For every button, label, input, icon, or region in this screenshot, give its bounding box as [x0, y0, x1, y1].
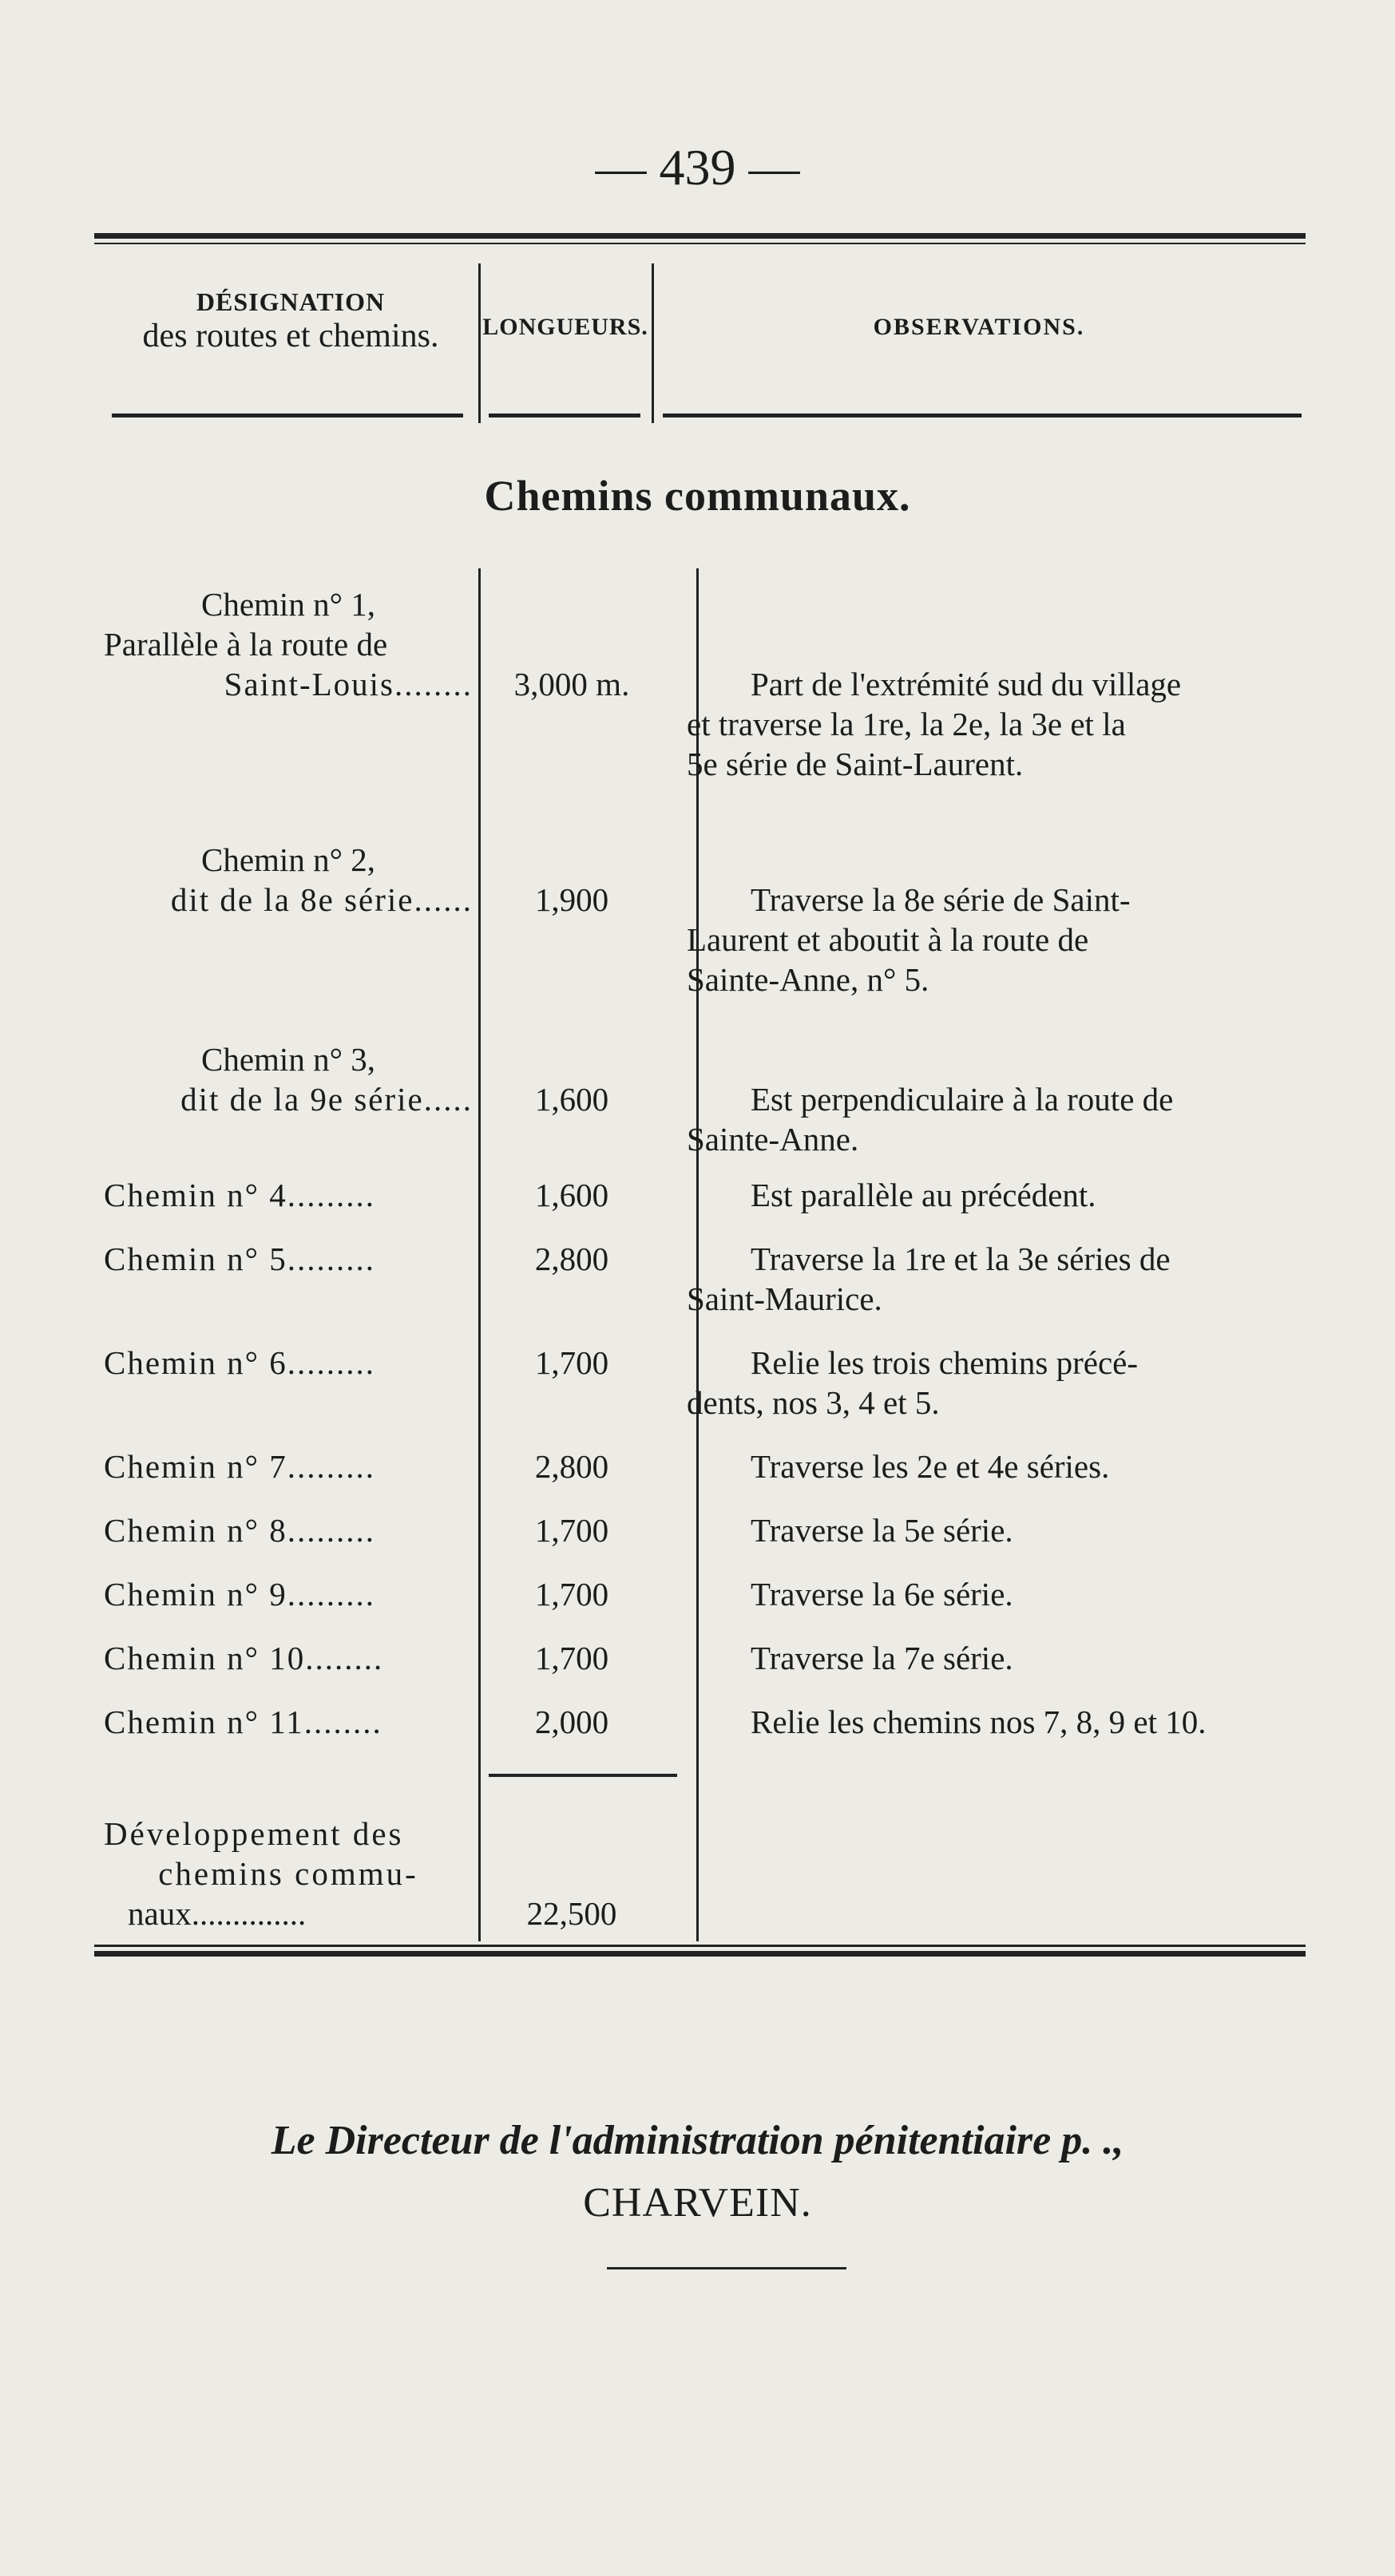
body-divider-1 [478, 568, 481, 1941]
row-length: 2,000 [534, 1703, 609, 1740]
header-underline-1 [112, 414, 463, 417]
signature-name: CHARVEIN. [583, 2180, 812, 2226]
row-observation-line: Est perpendiculaire à la route de [751, 1081, 1174, 1118]
table-row: Chemin n° 11........ [104, 1703, 382, 1740]
header-underline-2 [489, 414, 640, 417]
row-observation-line: Sainte-Anne, n° 5. [687, 961, 929, 998]
row-length: 2,800 [534, 1448, 609, 1485]
row-observation [687, 1079, 1302, 1159]
total-designation: naux.............. [128, 1895, 307, 1932]
row-length: 1,900 [534, 881, 609, 918]
table-row: Chemin n° 8......... [104, 1512, 375, 1549]
bottom-rule [94, 1945, 1306, 1947]
row-observation-line: Traverse la 6e série. [751, 1576, 1013, 1612]
table-row: Chemin n° 5......... [104, 1241, 375, 1277]
row-observation-line: Sainte-Anne. [687, 1121, 859, 1157]
row-observation [687, 1175, 1302, 1215]
table-row: Chemin n° 7......... [104, 1448, 375, 1485]
section-title: Chemins communaux. [484, 472, 911, 520]
header-designation [104, 287, 478, 355]
row-designation: Chemin n° 3, [201, 1041, 375, 1078]
table-row: Chemin n° 6......... [104, 1344, 375, 1381]
row-observation-line: Est parallèle au précédent. [751, 1177, 1096, 1213]
table-row [104, 1039, 473, 1119]
row-length: 1,700 [534, 1512, 609, 1549]
row-observation [687, 880, 1302, 999]
row-observation [687, 1239, 1302, 1319]
row-observation-line: Relie les trois chemins précé- [751, 1344, 1138, 1381]
table-row: Chemin n° 10........ [104, 1640, 384, 1676]
row-designation: dit de la 8e série...... [170, 881, 473, 918]
row-designation: Parallèle à la route de [104, 626, 388, 663]
total-designation: Développement des [104, 1815, 404, 1852]
row-length: 1,700 [534, 1640, 609, 1676]
page-number: — 439 — [595, 139, 800, 196]
row-designation: Chemin n° 1, [201, 586, 375, 623]
header-underline-3 [663, 414, 1302, 417]
row-observation-line: 5e série de Saint-Laurent. [687, 746, 1024, 782]
header-longueurs: LONGUEURS. [482, 314, 648, 340]
signature-title: Le Directeur de l'administration pénitentiaire p. ., [271, 2118, 1124, 2163]
total-designation: chemins commu- [158, 1855, 418, 1892]
row-length: 2,800 [534, 1241, 609, 1277]
row-observation-line: Relie les chemins nos 7, 8, 9 et 10. [751, 1703, 1207, 1740]
row-observation-line: Traverse la 8e série de Saint- [751, 881, 1131, 918]
row-observation-line: Part de l'extrémité sud du village [751, 666, 1182, 702]
row-observation [687, 1638, 1302, 1678]
row-observation [687, 1510, 1302, 1550]
row-length: 3,000 m. [513, 666, 630, 702]
row-observation-line: et traverse la 1re, la 2e, la 3e et la [687, 706, 1126, 742]
top-rule [94, 233, 1306, 239]
row-observation-line: Laurent et aboutit à la route de [687, 921, 1089, 958]
table-row [104, 584, 473, 704]
closing-rule [607, 2267, 846, 2269]
row-length: 1,600 [534, 1177, 609, 1213]
sum-rule [489, 1774, 677, 1777]
header-designation-line1: DÉSIGNATION [196, 287, 386, 316]
row-designation: Saint-Louis........ [224, 666, 473, 702]
header-divider-1 [478, 263, 481, 423]
row-designation: Chemin n° 2, [201, 841, 375, 878]
header-observations: OBSERVATIONS. [873, 314, 1085, 340]
row-observation [687, 1343, 1302, 1423]
row-observation-line: Saint-Maurice. [687, 1280, 882, 1317]
row-length: 1,700 [534, 1576, 609, 1612]
row-length: 1,700 [534, 1344, 609, 1381]
row-observation [687, 1574, 1302, 1614]
top-rule-thin [94, 243, 1306, 244]
table-row: Chemin n° 9......... [104, 1576, 375, 1612]
total-length: 22,500 [526, 1895, 617, 1932]
row-designation: dit de la 9e série..... [180, 1081, 473, 1118]
row-observation [687, 1702, 1302, 1742]
row-observation-line: dents, nos 3, 4 et 5. [687, 1384, 940, 1421]
row-observation-line: Traverse la 7e série. [751, 1640, 1013, 1676]
row-observation-line: Traverse la 5e série. [751, 1512, 1013, 1549]
row-observation [687, 664, 1302, 784]
header-divider-2 [652, 263, 654, 423]
row-observation-line: Traverse les 2e et 4e séries. [751, 1448, 1110, 1485]
row-length: 1,600 [534, 1081, 609, 1118]
table-row [104, 840, 473, 920]
row-observation-line: Traverse la 1re et la 3e séries de [751, 1241, 1171, 1277]
bottom-rule-thick [94, 1951, 1306, 1957]
header-designation-line2: des routes et chemins. [142, 317, 439, 354]
total-row [104, 1814, 473, 1933]
row-observation [687, 1446, 1302, 1486]
table-row: Chemin n° 4......... [104, 1177, 375, 1213]
